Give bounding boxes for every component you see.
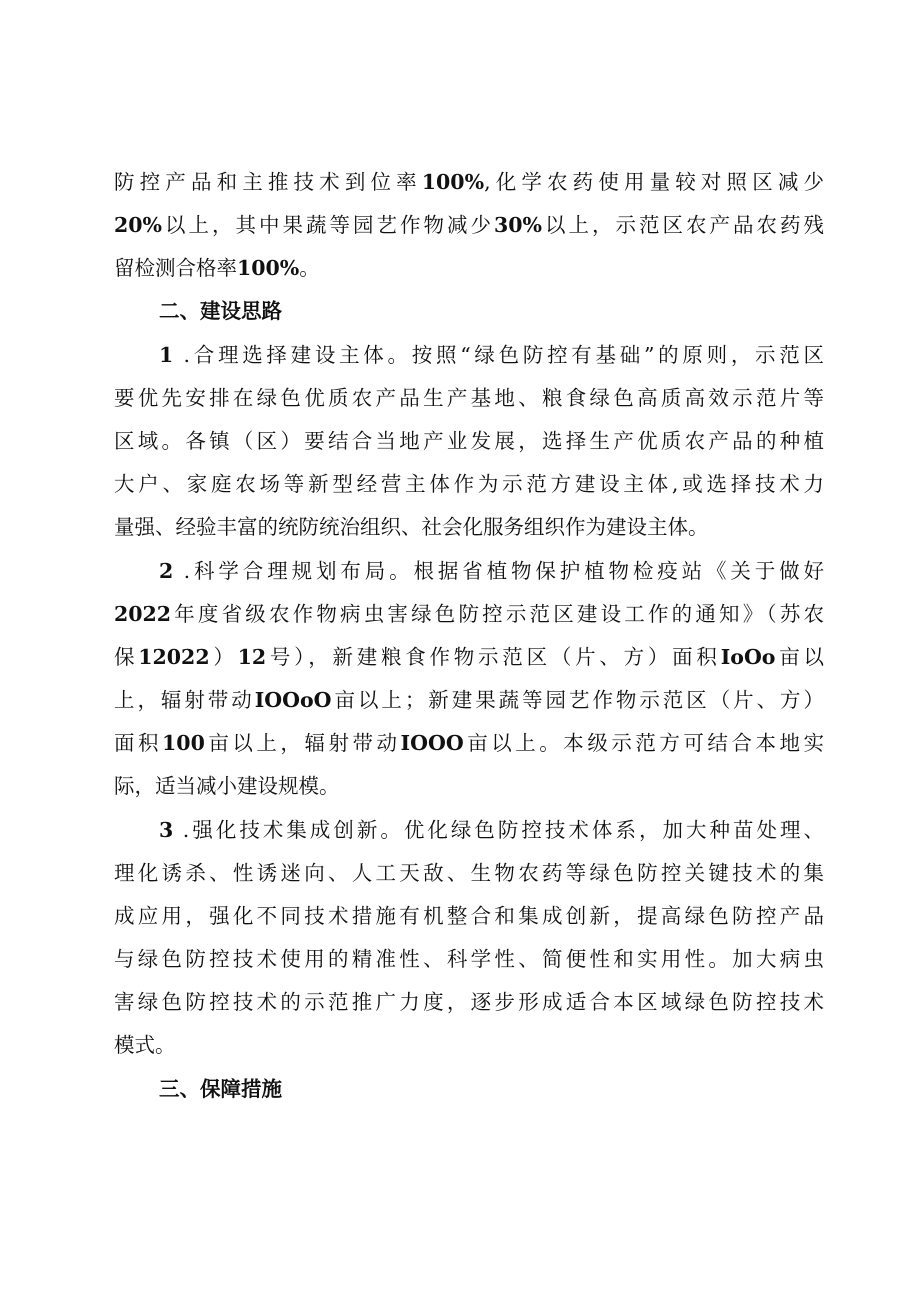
item-1-line-2: 要优先安排在绿色优质农产品生产基地、粮食绿色高质高效示范片等: [114, 386, 824, 410]
intro-line-2: 20%以上，其中果蔬等园艺作物减少30%以上，示范区农产品农药残: [114, 213, 825, 237]
intro-line-3: 留检测合格率100%。: [114, 256, 320, 280]
item-3-line-3: 成应用，强化不同技术措施有机整合和集成创新，提高绿色防控产品: [114, 904, 824, 928]
item-3-line-4: 与绿色防控技术使用的精准性、科学性、简便性和实用性。加大病虫: [114, 947, 824, 971]
item-2-line-2: 2022年度省级农作物病虫害绿色防控示范区建设工作的通知》（苏农: [114, 602, 824, 626]
item-2-line-5: 面积100亩以上，辐射带动IOOO亩以上。本级示范方可结合本地实: [114, 731, 825, 755]
item-1-line-4: 大户、家庭农场等新型经营主体作为示范方建设主体,或选择技术力: [114, 472, 824, 496]
item-1-line-5: 量强、经验丰富的统防统治组织、社会化服务组织作为建设主体。: [114, 515, 709, 539]
item-1-line-1: 1 .合理选择建设主体。按照“绿色防控有基础”的原则，示范区: [159, 343, 824, 367]
intro-line-1: 防控产品和主推技术到位率100%,化学农药使用量较对照区减少: [114, 170, 825, 194]
item-2-line-1: 2 .科学合理规划布局。根据省植物保护植物检疫站《关于做好: [159, 559, 824, 583]
item-3-line-2: 理化诱杀、性诱迷向、人工天敌、生物农药等绿色防控关键技术的集: [114, 861, 824, 885]
item-2-line-3: 保12022）12号），新建粮食作物示范区（片、方）面积IoOo亩以: [114, 645, 825, 669]
section-heading-3: 三、保障措施: [159, 1077, 282, 1101]
item-3-line-5: 害绿色防控技术的示范推广力度，逐步形成适合本区域绿色防控技术: [114, 990, 824, 1014]
item-2-line-4: 上，辐射带动IOOoO亩以上；新建果蔬等园艺作物示范区（片、方）: [114, 688, 825, 712]
item-3-line-6: 模式。: [114, 1033, 176, 1057]
item-3-line-1: 3 .强化技术集成创新。优化绿色防控技术体系，加大种苗处理、: [159, 818, 824, 842]
section-heading-2: 二、建设思路: [159, 299, 282, 323]
item-1-line-3: 区域。各镇（区）要结合当地产业发展，选择生产优质农产品的种植: [114, 429, 824, 453]
item-2-line-6: 际，适当减小建设规模。: [114, 774, 340, 798]
